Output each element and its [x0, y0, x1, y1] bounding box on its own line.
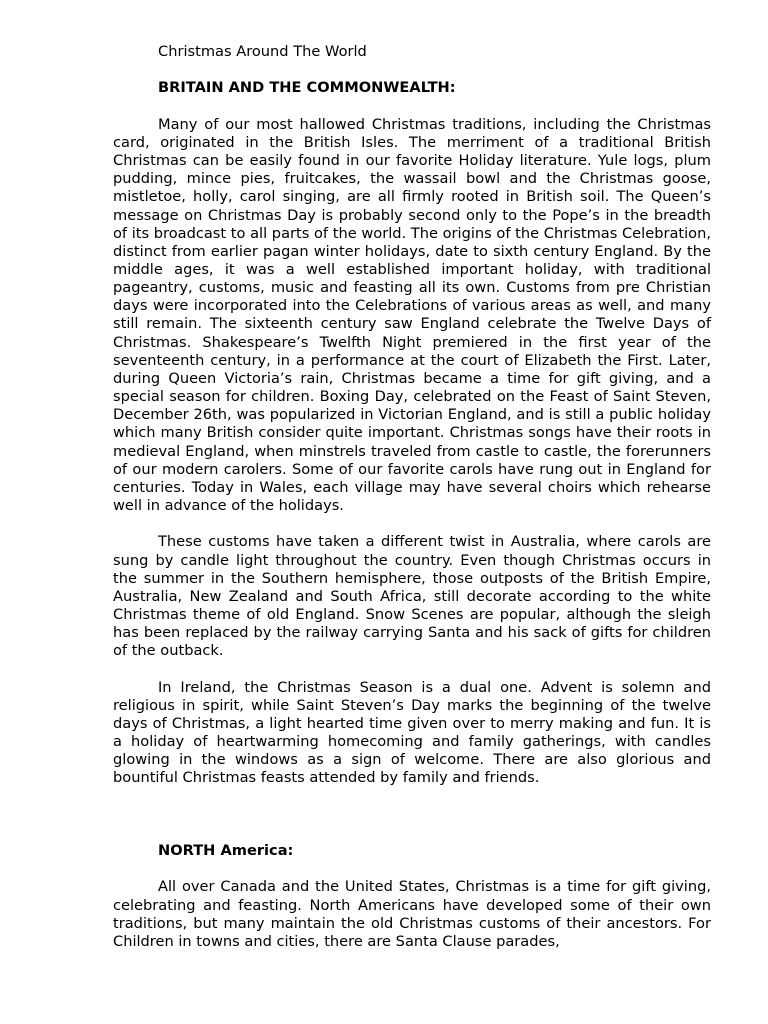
- spacer: [113, 660, 711, 678]
- paragraph-britain-traditions: Many of our most hallowed Christmas traditions, including the Christmas card, originated in the British Isles. The merriment of a traditional British Christmas can be easily found in our favorite Holiday literature. Yule logs, plum pudding, mince pies, fruitcakes, the wassail bowl and the Christmas goose, mistletoe, holly, carol singing, are all firmly rooted in British soil. The Queen’s message on Christmas Day is probably second only to the Pope’s in the breadth of its broadcast to all parts of the world. The origins of the Christmas Celebration, distinct from earlier pagan winter holidays, date to sixth century England. By the middle ages, it was a well established important holiday, with traditional pageantry, customs, music and feasting all its own. Customs from pre Christian days were incorporated into the Celebrations of various areas as well, and many still remain. The sixteenth century saw England celebrate the Twelve Days of Christmas. Shakespeare’s Twelfth Night premiered in the first year of the seventeenth century, in a performance at the court of Elizabeth the First. Later, during Queen Victoria’s rain, Christmas became a time for gift giving, and a special season for children. Boxing Day, celebrated on the Feast of Saint Steven, December 26th, was popularized in Victorian England, and is still a public holiday which many British consider quite important. Christmas songs have their roots in medieval England, when minstrels traveled from castle to castle, the forerunners of our modern carolers. Some of our favorite carols have rung out in England for centuries. Today in Wales, each village may have several choirs which rehearse well in advance of the holidays.: [113, 115, 711, 515]
- section-heading-britain: BRITAIN AND THE COMMONWEALTH:: [158, 79, 456, 97]
- paragraph-ireland: In Ireland, the Christmas Season is a dual one. Advent is solemn and religious in spirit, while Saint Steven’s Day marks the beginning of the twelve days of Christmas, a light hearted time given over to merry making and fun. It is a holiday of heartwarming homecoming and family gatherings, with candles glowing in the windows as a sign of welcome. There are also glorious and bountiful Christmas feasts attended by family and friends.: [113, 678, 711, 787]
- document-title: Christmas Around The World: [158, 43, 367, 60]
- paragraph-australia: These customs have taken a different twist in Australia, where carols are sung by candle light throughout the country. Even though Christmas occurs in the summer in the Southern hemisphere, those outposts of the British Empire, Australia, New Zealand and South Africa, still decorate according to the white Christmas theme of old England. Snow Scenes are popular, although the sleigh has been replaced by the railway carrying Santa and his sack of gifts for children of the outback.: [113, 533, 711, 660]
- paragraph-north-america: All over Canada and the United States, Christmas is a time for gift giving, celebrating and feasting. North Americans have developed some of their own traditions, but many maintain the old Christmas customs of their ancestors. For Children in towns and cities, there are Santa Clause parades,: [113, 878, 711, 950]
- section-heading-north-america: NORTH America:: [158, 841, 294, 859]
- spacer: [113, 61, 711, 79]
- spacer: [113, 788, 711, 842]
- document-page: [113, 43, 711, 951]
- spacer: [113, 860, 711, 878]
- spacer: [113, 515, 711, 533]
- spacer: [113, 98, 711, 116]
